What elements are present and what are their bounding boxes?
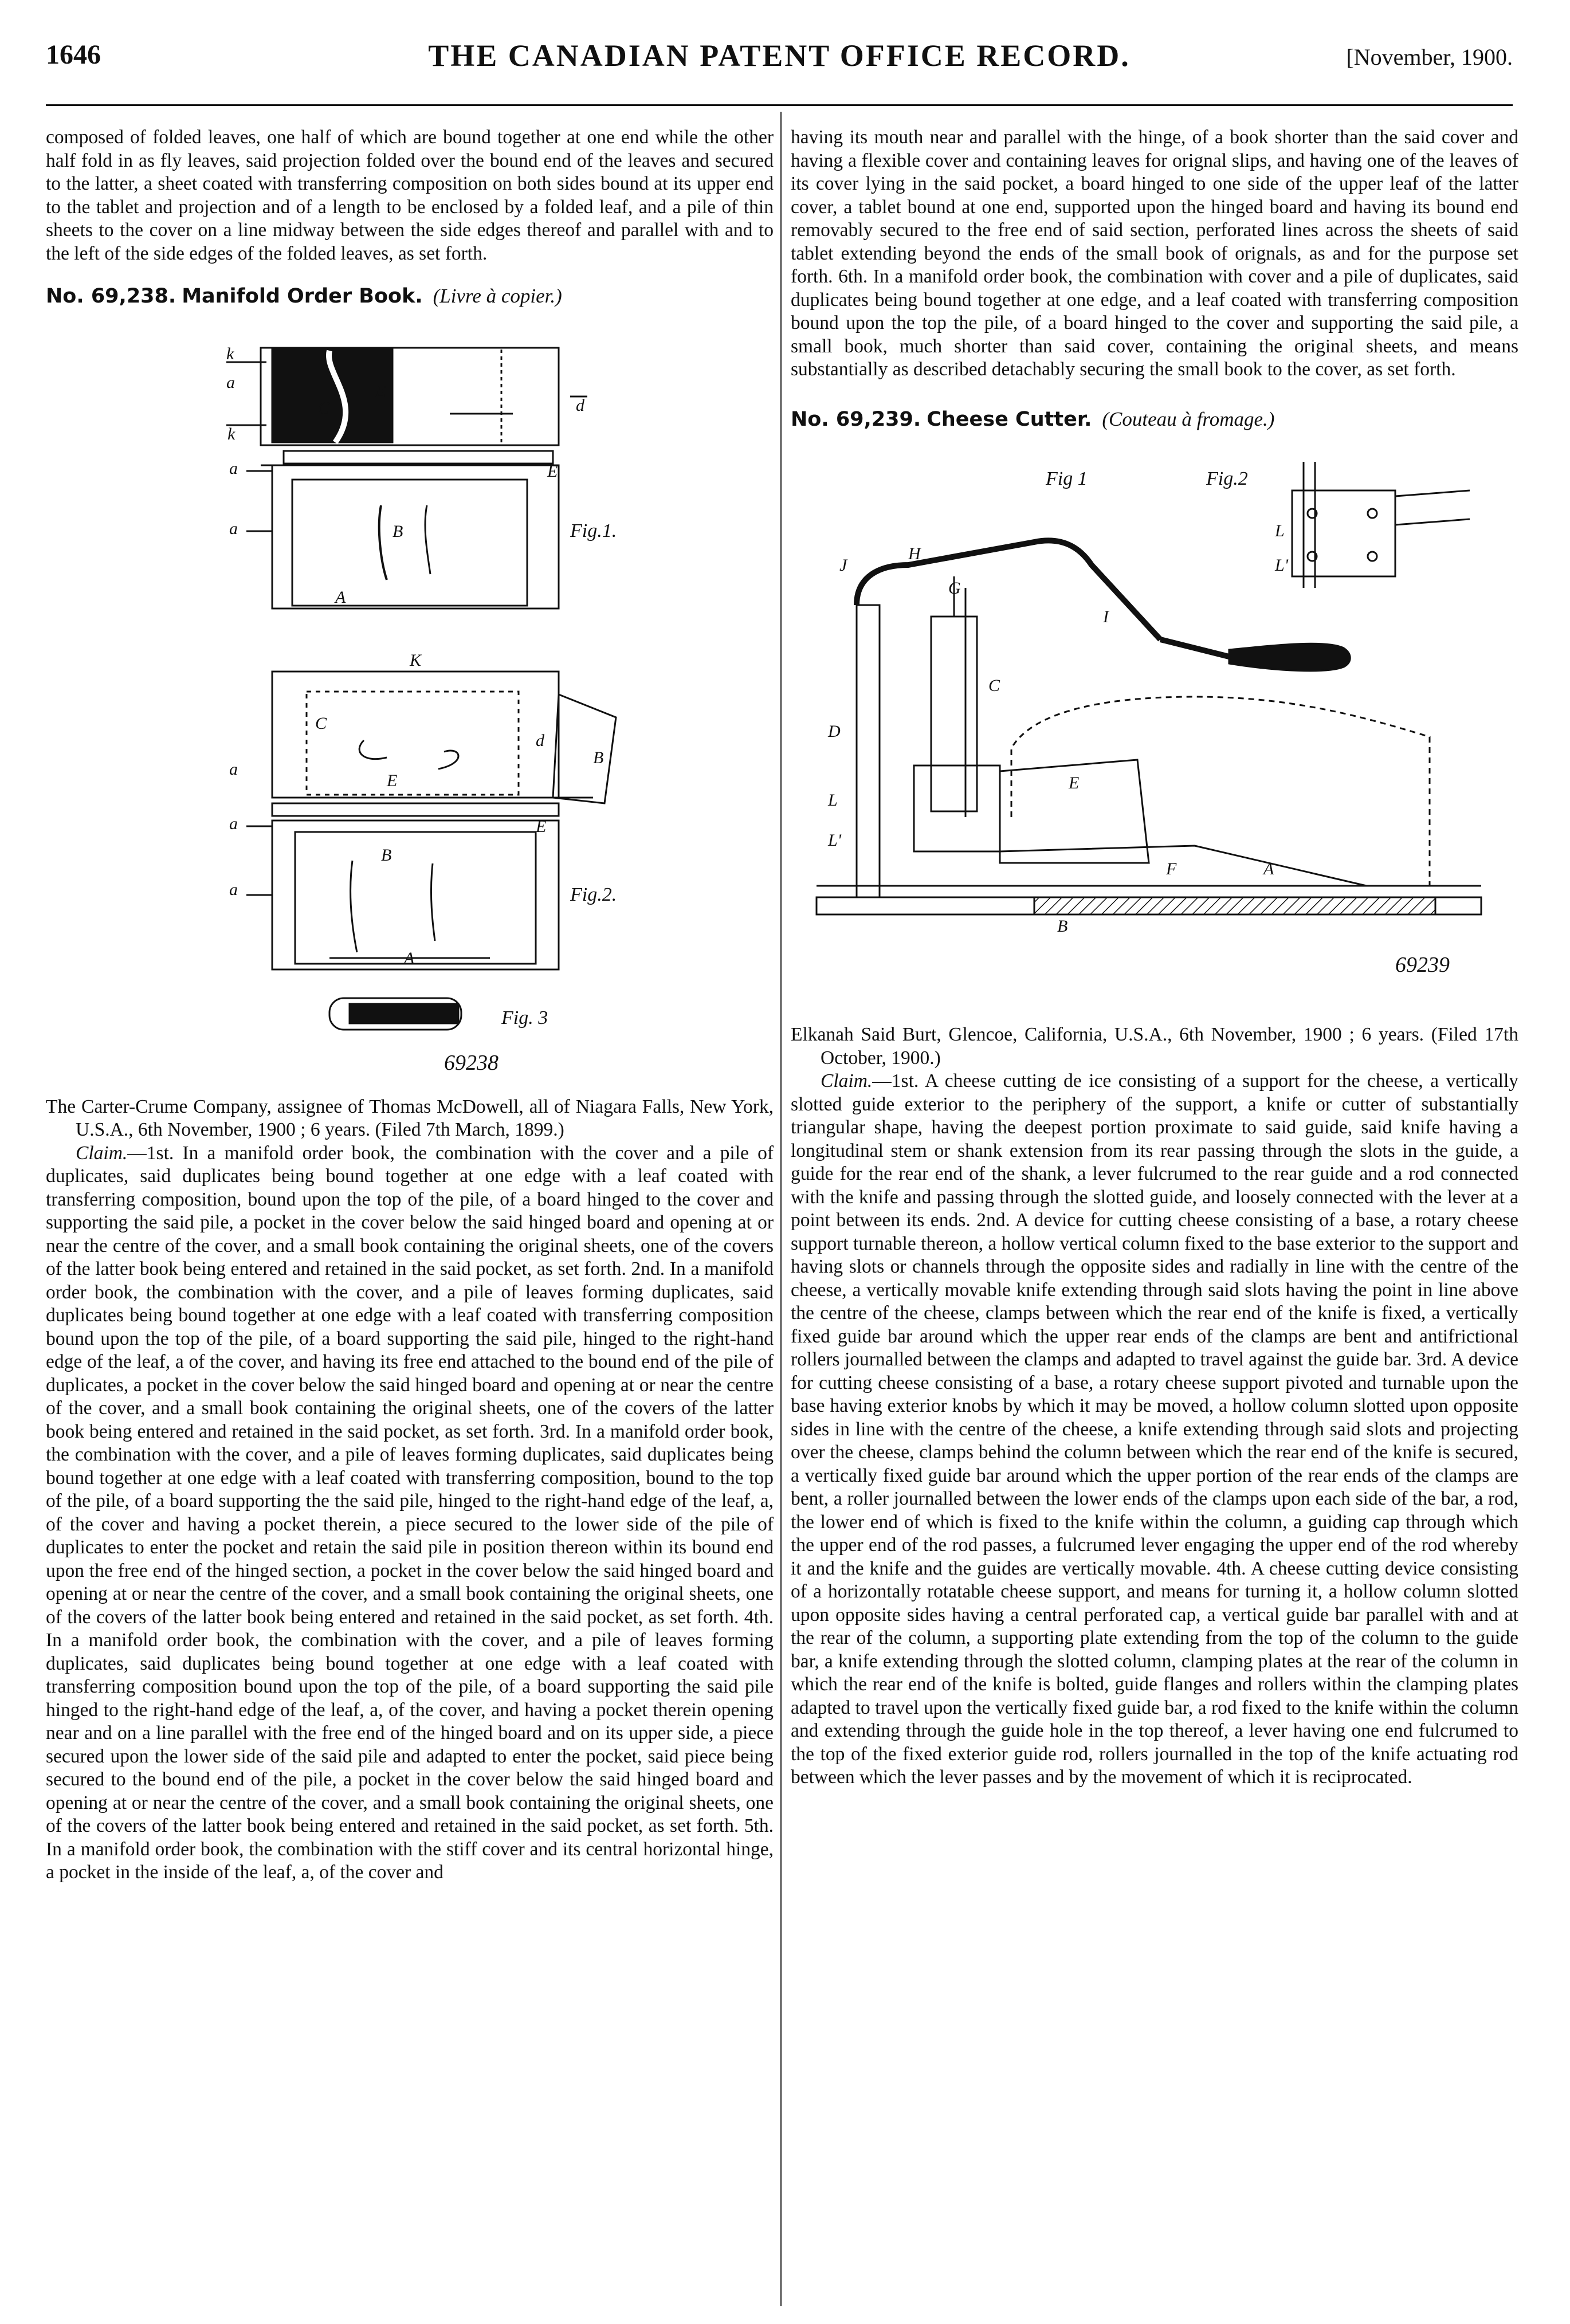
svg-text:d: d bbox=[576, 395, 584, 415]
issue-date: [November, 1900. bbox=[1346, 44, 1513, 70]
svg-text:a: a bbox=[229, 880, 238, 899]
svg-text:D: D bbox=[828, 722, 841, 741]
right-column bbox=[791, 126, 1518, 1789]
fig1-label: Fig 1 bbox=[1046, 468, 1088, 489]
svg-text:a: a bbox=[229, 458, 238, 478]
patent-french-name: (Livre à copier.) bbox=[433, 285, 562, 307]
fig1-label: Fig.1. bbox=[570, 520, 617, 541]
svg-text:E: E bbox=[547, 461, 558, 481]
svg-text:L: L bbox=[828, 791, 838, 810]
manifold-order-book-drawing bbox=[192, 328, 627, 1073]
svg-text:L': L' bbox=[828, 831, 842, 850]
svg-text:E: E bbox=[1069, 774, 1080, 792]
publication-title: THE CANADIAN PATENT OFFICE RECORD. bbox=[428, 38, 1131, 73]
continued-claim-text: composed of folded leaves, one half of which are bound together at one end while the other half fold in as fly leaves, said projection folded over the bound end of the leaves and secured to the latter, a sheet coated with transferring composition on both sides bound at its upper end to the tablet and projection and of a length to be enclosed by a folded leaf, and a pile of thin sheets to the cover on a line midway between the side edges thereof and parallel with and to the left of the side edges of the folded leaves, as set forth. bbox=[46, 127, 774, 264]
claim-label: Claim. bbox=[821, 1070, 873, 1092]
svg-text:E: E bbox=[387, 771, 398, 790]
fig2-label: Fig.2. bbox=[570, 884, 617, 905]
svg-text:K: K bbox=[410, 650, 422, 670]
left-column bbox=[46, 126, 774, 1885]
svg-text:L: L bbox=[1275, 521, 1285, 540]
patent-name: Manifold Order Book. bbox=[182, 285, 423, 308]
drawing-number: 69238 bbox=[444, 1050, 499, 1073]
fig3-label: Fig. 3 bbox=[501, 1007, 548, 1028]
svg-text:B: B bbox=[1057, 917, 1068, 936]
svg-text:a: a bbox=[229, 519, 238, 538]
svg-text:J: J bbox=[839, 556, 847, 575]
patent-number: No. 69,238. bbox=[46, 285, 176, 308]
patent-number: No. 69,239. bbox=[791, 407, 921, 431]
svg-text:A: A bbox=[335, 587, 346, 607]
svg-text:B: B bbox=[381, 845, 392, 865]
svg-text:I: I bbox=[1103, 607, 1109, 626]
svg-text:F: F bbox=[1166, 859, 1177, 878]
cheese-cutter-drawing bbox=[794, 450, 1516, 1000]
fig2-label: Fig.2 bbox=[1206, 468, 1248, 489]
svg-text:A: A bbox=[1263, 859, 1274, 878]
page-header bbox=[46, 34, 1513, 86]
inventor-line: Elkanah Said Burt, Glencoe, California, U.S.A., 6th November, 1900 ; 6 years. (Filed 17th October, 1900.) bbox=[791, 1024, 1518, 1069]
svg-text:a: a bbox=[229, 814, 238, 833]
svg-text:G: G bbox=[948, 579, 961, 598]
column-divider bbox=[780, 112, 782, 2306]
svg-text:C: C bbox=[318, 398, 330, 418]
patent-heading-69238 bbox=[46, 285, 774, 308]
continued-claim-text: having its mouth near and parallel with the hinge, of a book shorter than the said cover and having a flexible cover and containing leaves for orignal slips, and having one of the leaves of its cover lying in the said pocket, a board hinged to one side of the upper leaf of the latter cover, a tablet bound at one end, supported upon the hinged board and having its bound end removably secured to the free end of said section, perforated lines across the sheets of said tablet extending beyond the ends of the small book of orignals, as and for the purpose set forth. 6th. In a manifold order book, the combination with cover and a pile of duplicates, said duplicates being bound together at one edge, and a leaf coated with transferring composition bound upon the top the pile, of a board hinged to the cover and supporting the said pile, a small book, much shorter than said cover, containing the original sheets, and means substantially as described detachably securing the small book to the cover, as set forth. bbox=[791, 127, 1518, 380]
svg-text:L': L' bbox=[1275, 556, 1289, 575]
svg-text:B: B bbox=[392, 521, 403, 541]
svg-text:H: H bbox=[908, 544, 921, 563]
assignee-line: The Carter-Crume Company, assignee of Thomas McDowell, all of Niagara Falls, New York, U.S.A., 6th November, 1900 ; 6 years. (Filed 7th March, 1899.) bbox=[46, 1096, 774, 1140]
svg-text:C: C bbox=[315, 713, 327, 733]
svg-text:k: k bbox=[227, 424, 236, 443]
svg-text:d: d bbox=[536, 731, 544, 750]
patent-french-name: (Couteau à fromage.) bbox=[1102, 407, 1275, 430]
svg-text:a: a bbox=[229, 759, 238, 779]
svg-text:E: E bbox=[375, 381, 386, 401]
claims-block bbox=[46, 1142, 774, 1885]
claims-block bbox=[791, 1070, 1518, 1789]
patent-heading-69239 bbox=[791, 408, 1518, 431]
claims-text: —1st. In a manifold order book, the combination with the cover and a pile of duplicates, said duplicates being bound together at one edge with a leaf coated with transferring composition, bound upon the top of the pile, of a board hinged to the cover and supporting the said pile, a pocket in the cover below the said hinged board and opening at or near the centre of the cover, and a small book containing the original sheets, one of the covers of the latter book being entered and retained in the said pocket, as set forth. 2nd. In a manifold order book, the combination with the cover, and a pile of leaves forming duplicates, said duplicates being bound together at one edge with a leaf coated with transferring composition bound upon the top of the pile, of a board supporting the said pile, hinged to the right-hand edge of the leaf, a of the cover, and having its free end attached to the bound end of the pile of duplicates, a pocket in the cover below the said hinged board and opening at or near the centre of the cover, and a small book containing the original sheets, one of the covers of the latter book being entered and retained in the said pocket, as set forth. 3rd. In a manifold order book, the combination with the cover, and a pile of leaves forming duplicates, said duplicates being bound together at one edge with a leaf coated with transferring composition, bound to the top of the pile, of a board supporting the the said pile, hinged to the right-hand edge of the leaf, a, of the cover and having a pocket therein, a piece secured to the lower side of the pile of duplicates to enter the pocket and retain the said pile in position thereon within its bound end upon the free end of the hinged section, a pocket in the cover below the said hinged board and opening at or near the centre of the cover, and a small book containing the original sheets, one of the covers of the latter book being entered and retained in the said pocket, as set forth. 4th. In a manifold order book, the combination with the cover, and a pile of leaves forming duplicates, said duplicates being bound together at one edge with a leaf coated with transferring composition bound upon the top of the pile, of a board supporting the said pile hinged to the right-hand edge of the leaf, a, of the cover, and having a pocket therein opening near and on a line parallel with the free end of the hinged board and on its upper side, a piece secured upon the lower side of the said pile and adapted to enter the pocket, said piece being secured to the bound end of the pile, a pocket in the cover below the said hinged board and opening at or near the centre of the cover, and a small book containing the original sheets, one of the covers of the latter book being entered and retained in the said pocket, as set forth. 5th. In a manifold order book, the combination with the stiff cover and its central horizontal hinge, a pocket in the inside of the leaf, a, of the cover and bbox=[46, 1142, 774, 1883]
drawing-number: 69239 bbox=[1395, 953, 1450, 977]
svg-text:C: C bbox=[988, 676, 1000, 695]
page-number: 1646 bbox=[46, 40, 101, 70]
svg-text:A: A bbox=[404, 948, 415, 968]
patent-name: Cheese Cutter. bbox=[927, 407, 1092, 431]
svg-text:a: a bbox=[226, 372, 235, 392]
header-rule bbox=[46, 104, 1513, 106]
svg-text:E: E bbox=[536, 816, 547, 836]
claims-text: —1st. A cheese cutting de ice consisting of a support for the cheese, a vertically slotted guide exterior to the periphery of the support, a knife or cutter of substantially triangular shape, having the deepest portion proximate to said guide, said knife having a longitudinal stem or shank extension from its rear passing through the slots in the guide, a guide for the rear end of the shank, a lever fulcrumed to the rear guide and a rod connected with the knife and passing through the slotted guide, and loosely connected with the lever at a point between its ends. 2nd. A device for cutting cheese consisting of a base, a rotary cheese support turnable thereon, a hollow vertical column fixed to the base exterior to the support and having slots or channels through the opposite sides and radially in line with the centre of the cheese, a vertically movable knife extending through said slots having the point in line above the centre of the cheese, clamps between which the rear end of the knife is fixed, a vertically fixed guide bar around which the upper rear ends of the clamps are bent and antifrictional rollers journalled between the clamps and adapted to travel against the guide bar. 3rd. A device for cutting cheese consisting of a base, a rotary cheese support pivoted and turnable upon the base having exterior knobs by which it may be moved, a hollow column slotted upon opposite sides in line with the centre of the cheese, a knife extending through said slots and projecting over the cheese, clamps behind the column between which the rear end of the knife is secured, a vertically fixed guide bar around which the upper portion of the rear ends of the clamps are bent, a roller journalled between the lower ends of the clamps upon each side of the bar, a rod, the lower end of which is fixed to the knife within the column, a guiding cap through which the upper end of the rod passes, a fulcrumed lever engaging the upper end of the rod whereby it and the knife and the guides are vertically movable. 4th. A cheese cutting device consisting of a horizontally rotatable cheese support, and means for turning it, a hollow column slotted upon opposite sides having a central perforated cap, a vertical guide bar parallel with and at the rear of the column, a supporting plate extending from the top of the column to the guide bar, a knife extending through the slotted column, clamping plates at the rear of the column in which the rear end of the knife is bolted, guide flanges and rollers within the clamping plates adapted to travel upon the vertically fixed guide bar, a rod fixed to the knife within the column and extending through the guide hole in the top thereof, a lever having one end fulcrumed to the top of the fixed exterior guide rod, rollers journalled in the top of the knife actuating rod between which the lever passes and by the movement of which it is reciprocated. bbox=[791, 1070, 1518, 1788]
claim-label: Claim. bbox=[76, 1142, 128, 1164]
svg-text:B: B bbox=[593, 748, 604, 767]
svg-text:k: k bbox=[226, 344, 234, 363]
